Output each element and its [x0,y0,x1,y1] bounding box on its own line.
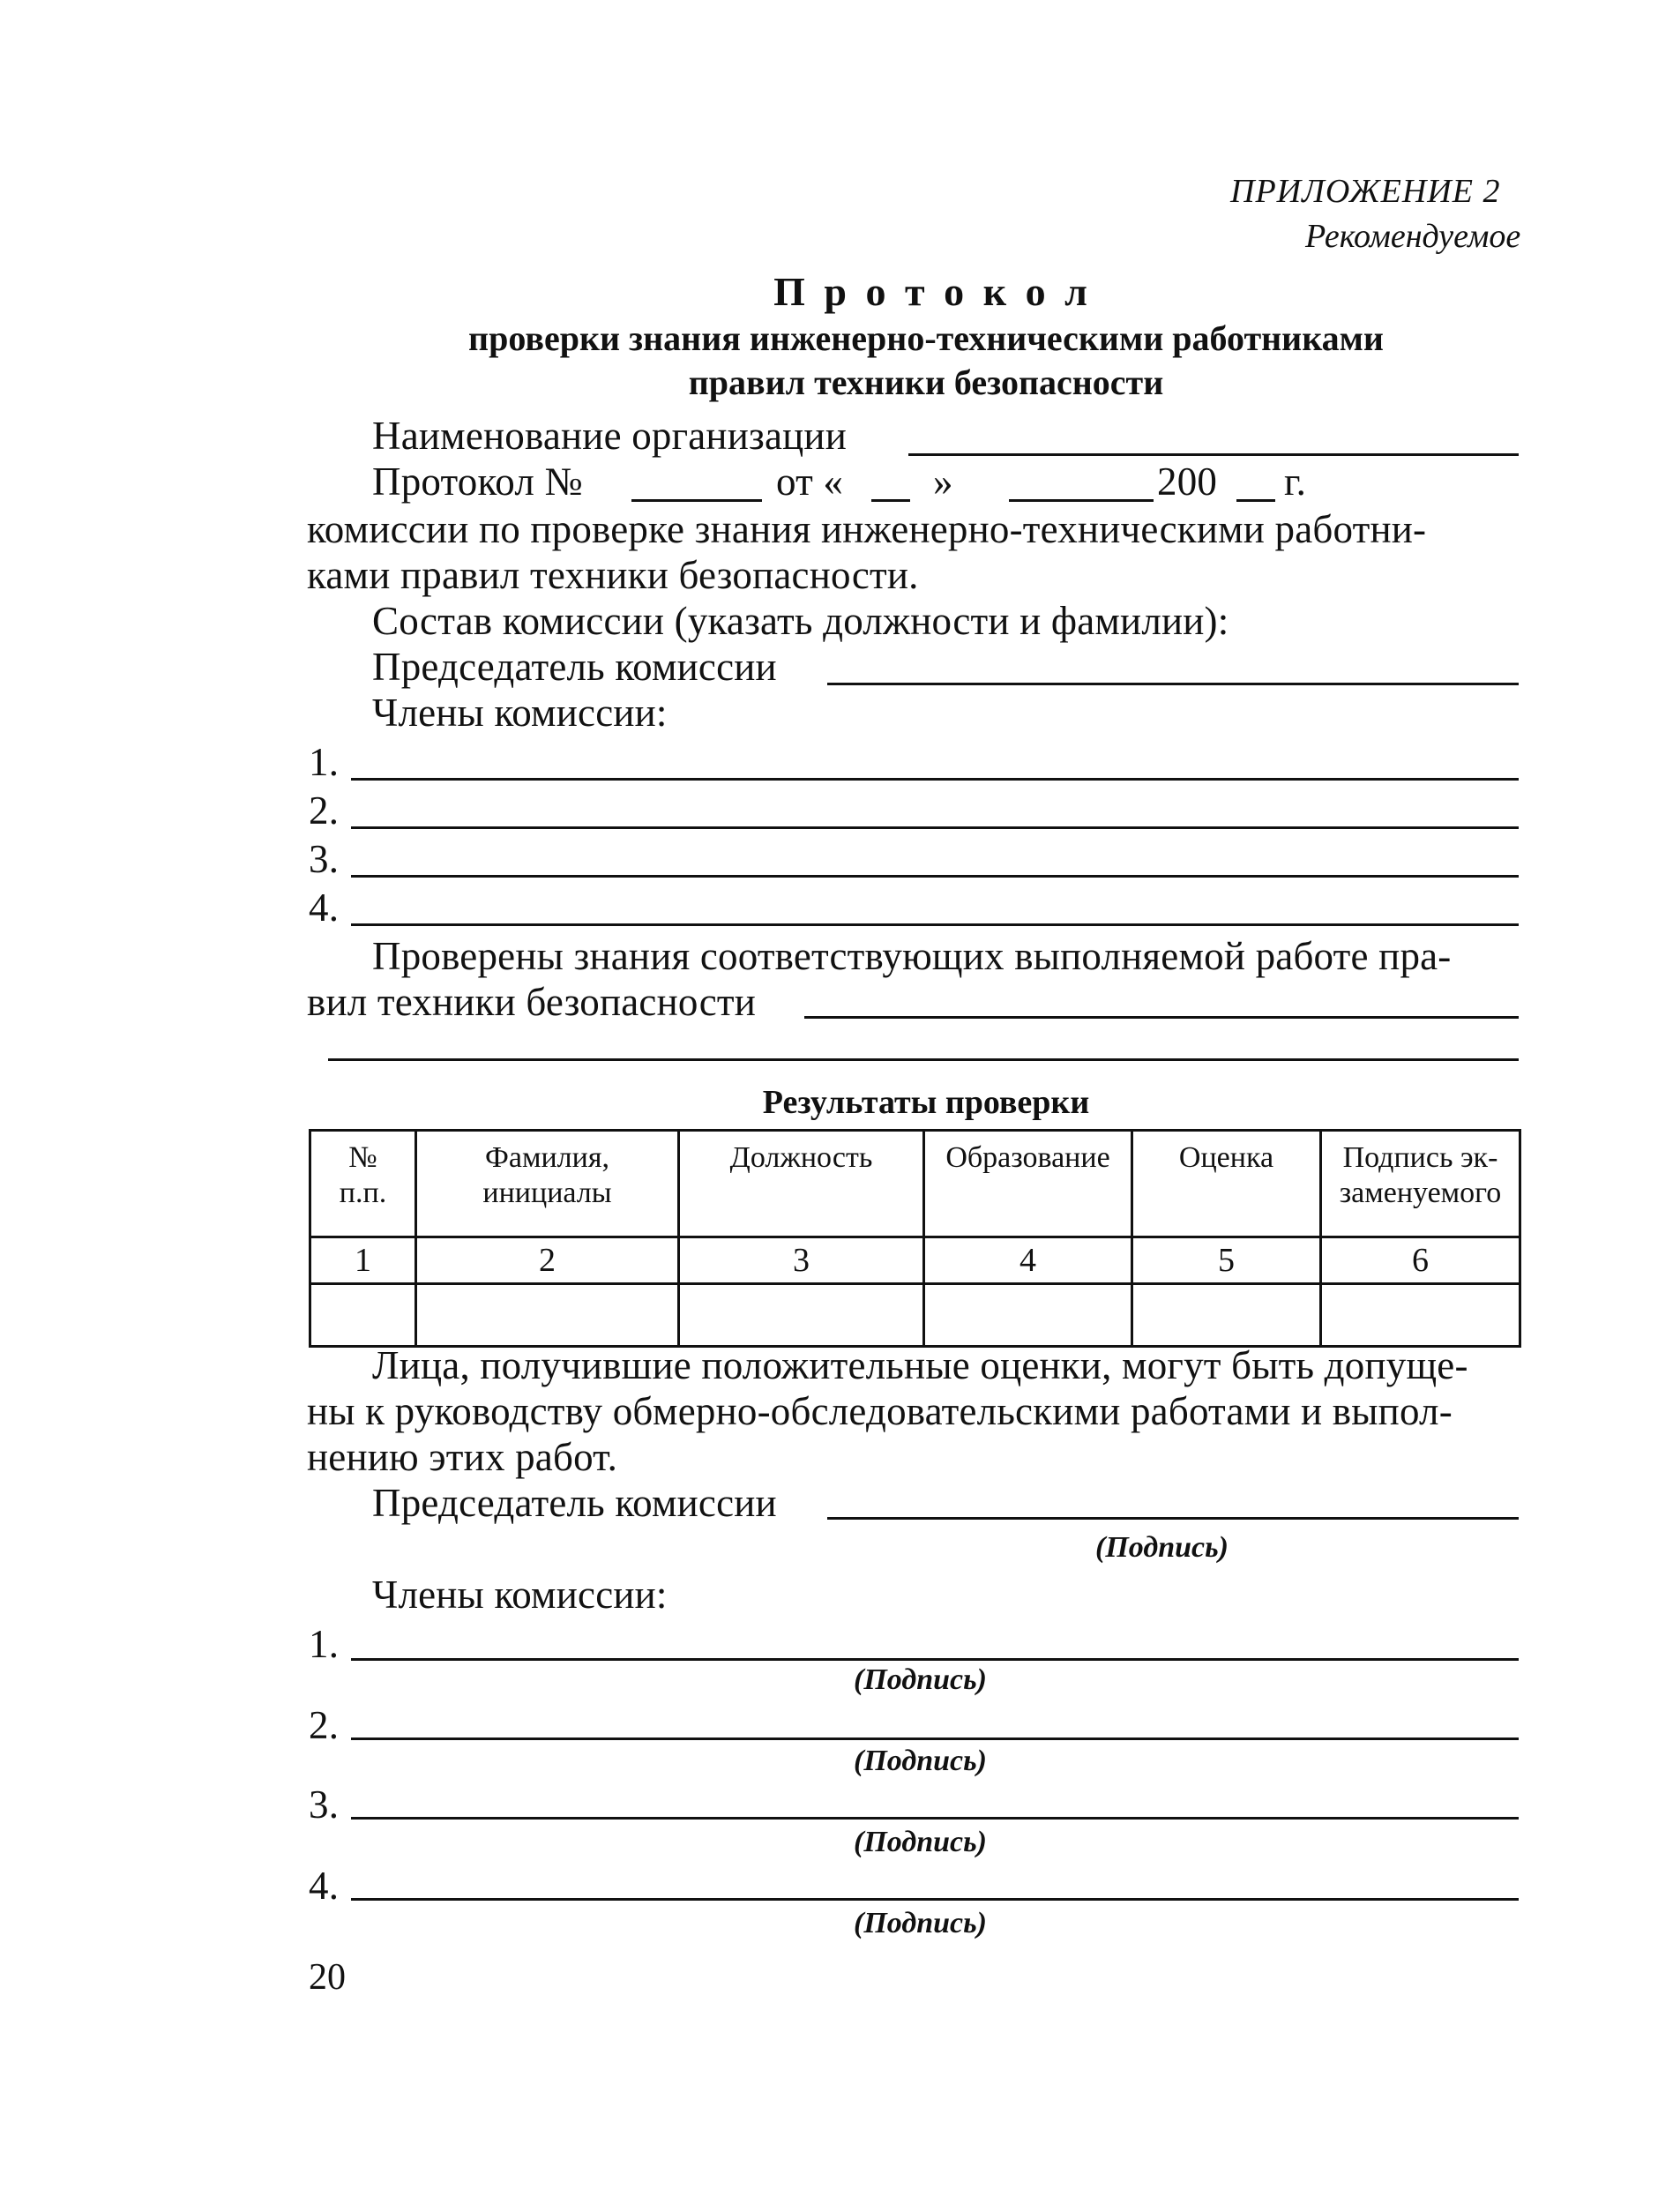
commission-text-line1: комиссии по проверке знания инженерно-техническими работни- [307,507,1427,551]
header-signature-line1: Подпись эк- [1342,1141,1498,1174]
footer-member-line-2[interactable] [351,1737,1519,1740]
empty-cell[interactable] [416,1284,679,1347]
col-number-4: 4 [924,1237,1132,1284]
date-year-line[interactable] [1236,499,1275,502]
page-number: 20 [309,1957,346,1998]
col-number-1: 1 [310,1237,416,1284]
empty-cell[interactable] [1132,1284,1321,1347]
footer-member-number-1: 1. [309,1622,340,1666]
header-name-line2: инициалы [482,1177,612,1209]
header-grade [1132,1131,1321,1237]
appendix-status: Рекомендуемое [1305,218,1521,255]
header-signature [1321,1131,1520,1237]
member-number-4: 4. [309,886,340,930]
checked-text-line1: Проверены знания соответствующих выполняемой работе пра- [372,934,1452,978]
empty-cell[interactable] [679,1284,924,1347]
member-number-3: 3. [309,837,340,881]
header-number [310,1131,416,1237]
header-name-line1: Фамилия, [485,1141,609,1174]
results-numbering-row [310,1237,1520,1284]
member-line-4[interactable] [351,923,1519,926]
members-label: Члены комиссии: [372,691,668,735]
checked-rules-line-2[interactable] [328,1058,1519,1061]
document-subtitle-line1: проверки знания инженерно-техническими работниками [468,318,1384,358]
header-position-line1: Должность [729,1141,873,1174]
empty-cell[interactable] [310,1284,416,1347]
empty-cell[interactable] [924,1284,1132,1347]
document-subtitle-line2: правил техники безопасности [688,362,1164,402]
checked-rules-line[interactable] [804,1016,1519,1019]
chairman-line[interactable] [827,683,1519,685]
footer-member-number-2: 2. [309,1703,340,1747]
footer-member-signature-1: (Подпись) [854,1663,987,1696]
results-title: Результаты проверки [762,1084,1090,1121]
col-number-2: 2 [416,1237,679,1284]
footer-member-line-4[interactable] [351,1898,1519,1901]
date-day-line[interactable] [871,499,910,502]
member-number-2: 2. [309,788,340,833]
footer-member-line-1[interactable] [351,1658,1519,1661]
footer-chairman-line[interactable] [827,1517,1519,1520]
col-number-5: 5 [1132,1237,1321,1284]
document-title: П р о т о к о л [773,269,1092,314]
header-grade-line1: Оценка [1178,1141,1274,1174]
header-name [416,1131,679,1237]
composition-label: Состав комиссии (указать должности и фамилии): [372,599,1229,643]
col-number-3: 3 [679,1237,924,1284]
member-number-1: 1. [309,740,340,784]
org-name-label: Наименование организации [372,414,847,458]
results-header-row [310,1131,1520,1237]
results-table [309,1129,1521,1348]
footer-member-signature-2: (Подпись) [854,1745,987,1777]
footer-members-label: Члены комиссии: [372,1573,668,1617]
date-quote-close: » [933,460,953,504]
header-number-line1: № [348,1141,377,1174]
protocol-number-line[interactable] [631,499,762,502]
header-education-line1: Образование [945,1141,1110,1174]
footer-chairman-signature-caption: (Подпись) [1095,1531,1229,1564]
admitted-text-line1: Лица, получившие положительные оценки, могут быть допуще- [372,1343,1468,1387]
footer-member-number-4: 4. [309,1864,340,1908]
appendix-label: ПРИЛОЖЕНИЕ 2 [1230,173,1501,210]
header-position [679,1131,924,1237]
member-line-3[interactable] [351,875,1519,878]
results-empty-row [310,1284,1520,1347]
date-month-line[interactable] [1009,499,1154,502]
empty-cell[interactable] [1321,1284,1520,1347]
chairman-label: Председатель комиссии [372,645,777,689]
date-year-prefix: 200 [1157,460,1218,504]
admitted-text-line2: ны к руководству обмерно-обследовательскими работами и выпол- [307,1389,1453,1433]
protocol-number-label: Протокол № [372,460,583,504]
header-number-line2: п.п. [339,1177,387,1209]
date-from-label: от « [776,460,844,504]
footer-member-line-3[interactable] [351,1817,1519,1820]
footer-chairman-label: Председатель комиссии [372,1481,777,1525]
footer-member-number-3: 3. [309,1782,340,1827]
header-education [924,1131,1132,1237]
org-name-line[interactable] [908,453,1519,456]
footer-member-signature-3: (Подпись) [854,1826,987,1858]
date-year-suffix: г. [1284,460,1307,504]
header-signature-line2: заменуемого [1339,1177,1502,1209]
checked-text-line2: вил техники безопасности [307,980,757,1024]
admitted-text-line3: нению этих работ. [307,1435,618,1479]
member-line-2[interactable] [351,826,1519,829]
member-line-1[interactable] [351,778,1519,781]
commission-text-line2: ками правил техники безопасности. [307,553,919,597]
col-number-6: 6 [1321,1237,1520,1284]
footer-member-signature-4: (Подпись) [854,1907,987,1939]
